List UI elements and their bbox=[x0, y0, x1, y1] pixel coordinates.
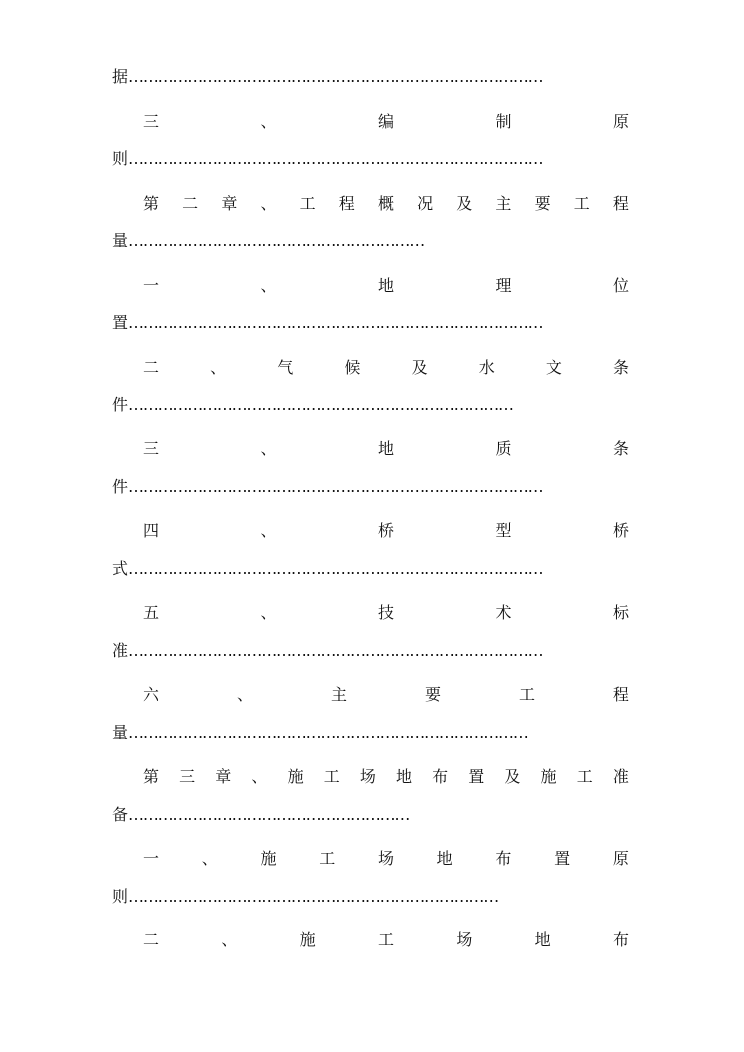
toc-leader-line bbox=[112, 393, 513, 417]
toc-end-char: 式 bbox=[112, 559, 129, 578]
toc-leader-line bbox=[112, 803, 409, 827]
heading-char: 程 bbox=[612, 194, 629, 213]
heading-char: 二 bbox=[182, 194, 199, 213]
heading-char: 制 bbox=[495, 112, 512, 131]
heading-char: 、 bbox=[260, 439, 277, 458]
heading-char: 概 bbox=[377, 194, 394, 213]
toc-heading-line bbox=[143, 765, 629, 789]
heading-char: 水 bbox=[478, 358, 495, 377]
heading-char: 程 bbox=[338, 194, 355, 213]
heading-char: 工 bbox=[377, 930, 394, 949]
heading-char: 主 bbox=[495, 194, 512, 213]
heading-char: 、 bbox=[210, 358, 227, 377]
toc-dot-leader: ………………………………………………………………………… bbox=[128, 559, 543, 578]
heading-char: 条 bbox=[612, 358, 629, 377]
heading-char: 、 bbox=[221, 930, 238, 949]
heading-char: 四 bbox=[143, 521, 160, 540]
heading-char: 布 bbox=[432, 767, 449, 786]
toc-leader-line bbox=[112, 639, 542, 663]
heading-char: 地 bbox=[395, 767, 412, 786]
toc-heading-line bbox=[143, 601, 629, 625]
heading-char: 原 bbox=[612, 112, 629, 131]
heading-char: 理 bbox=[495, 276, 512, 295]
heading-char: 程 bbox=[612, 685, 629, 704]
toc-end-char: 则 bbox=[112, 149, 129, 168]
heading-char: 准 bbox=[612, 767, 629, 786]
heading-char: 第 bbox=[143, 194, 160, 213]
heading-char: 条 bbox=[612, 439, 629, 458]
toc-leader-line bbox=[112, 557, 542, 581]
toc-dot-leader: ………………………………………………………………………… bbox=[128, 641, 543, 660]
toc-heading-line bbox=[143, 437, 629, 461]
heading-char: 文 bbox=[545, 358, 562, 377]
toc-leader-line bbox=[112, 475, 542, 499]
heading-char: 、 bbox=[260, 603, 277, 622]
heading-char: 、 bbox=[236, 685, 253, 704]
heading-char: 、 bbox=[260, 276, 277, 295]
toc-heading-line bbox=[143, 274, 629, 298]
heading-char: 地 bbox=[436, 849, 453, 868]
heading-char: 施 bbox=[287, 767, 304, 786]
heading-char: 场 bbox=[377, 849, 394, 868]
heading-char: 编 bbox=[377, 112, 394, 131]
toc-leader-line bbox=[112, 721, 528, 745]
toc-heading-line bbox=[143, 519, 629, 543]
toc-end-char: 件 bbox=[112, 477, 129, 496]
heading-char: 、 bbox=[260, 194, 277, 213]
heading-char: 一 bbox=[143, 276, 160, 295]
heading-char: 五 bbox=[143, 603, 160, 622]
heading-char: 要 bbox=[534, 194, 551, 213]
heading-char: 场 bbox=[456, 930, 473, 949]
toc-dot-leader: ………………………………………………………………… bbox=[128, 887, 499, 906]
heading-char: 、 bbox=[251, 767, 268, 786]
heading-char: 三 bbox=[143, 439, 160, 458]
toc-leader-line bbox=[112, 147, 542, 171]
heading-char: 地 bbox=[377, 439, 394, 458]
toc-end-char: 件 bbox=[112, 395, 129, 414]
heading-char: 三 bbox=[179, 767, 196, 786]
heading-char: 地 bbox=[377, 276, 394, 295]
toc-heading-line bbox=[143, 928, 629, 952]
heading-char: 及 bbox=[504, 767, 521, 786]
heading-char: 置 bbox=[468, 767, 485, 786]
heading-char: 质 bbox=[495, 439, 512, 458]
toc-dot-leader: ………………………………………………………………………… bbox=[128, 149, 543, 168]
toc-dot-leader: …………………………………………………………………… bbox=[128, 395, 513, 414]
toc-end-char: 置 bbox=[112, 313, 129, 332]
heading-char: 位 bbox=[612, 276, 629, 295]
heading-char: 三 bbox=[143, 112, 160, 131]
heading-char: 要 bbox=[424, 685, 441, 704]
heading-char: 布 bbox=[612, 930, 629, 949]
toc-dot-leader: ………………………………………………………………………… bbox=[128, 477, 543, 496]
toc-leader-line bbox=[112, 65, 542, 89]
toc-leader-line bbox=[112, 885, 498, 909]
toc-leader-line bbox=[112, 311, 542, 335]
toc-dot-leader: ………………………………………………………………………… bbox=[128, 67, 543, 86]
heading-char: 场 bbox=[359, 767, 376, 786]
heading-char: 工 bbox=[299, 194, 316, 213]
toc-heading-line bbox=[143, 192, 629, 216]
heading-char: 、 bbox=[260, 112, 277, 131]
toc-leader-line bbox=[112, 229, 424, 253]
heading-char: 原 bbox=[612, 849, 629, 868]
heading-char: 况 bbox=[417, 194, 434, 213]
toc-heading-line bbox=[143, 847, 629, 871]
heading-char: 施 bbox=[260, 849, 277, 868]
toc-dot-leader: ………………………………………………………………………… bbox=[128, 313, 543, 332]
heading-char: 二 bbox=[143, 930, 160, 949]
heading-char: 及 bbox=[456, 194, 473, 213]
heading-char: 施 bbox=[299, 930, 316, 949]
toc-end-char: 备 bbox=[112, 805, 129, 824]
heading-char: 桥 bbox=[377, 521, 394, 540]
heading-char: 桥 bbox=[612, 521, 629, 540]
toc-dot-leader: ……………………………………………………………………… bbox=[128, 723, 528, 742]
heading-char: 六 bbox=[143, 685, 160, 704]
toc-end-char: 据 bbox=[112, 67, 129, 86]
toc-dot-leader: …………………………………………………… bbox=[128, 231, 425, 250]
heading-char: 及 bbox=[411, 358, 428, 377]
heading-char: 工 bbox=[573, 194, 590, 213]
heading-char: 候 bbox=[344, 358, 361, 377]
toc-end-char: 量 bbox=[112, 723, 129, 742]
toc-heading-line bbox=[143, 683, 629, 707]
heading-char: 工 bbox=[576, 767, 593, 786]
toc-dot-leader: ………………………………………………… bbox=[128, 805, 410, 824]
heading-char: 主 bbox=[330, 685, 347, 704]
heading-char: 二 bbox=[143, 358, 160, 377]
heading-char: 一 bbox=[143, 849, 160, 868]
heading-char: 技 bbox=[377, 603, 394, 622]
heading-char: 章 bbox=[221, 194, 238, 213]
toc-heading-line bbox=[143, 110, 629, 134]
heading-char: 术 bbox=[495, 603, 512, 622]
heading-char: 施 bbox=[540, 767, 557, 786]
heading-char: 工 bbox=[518, 685, 535, 704]
toc-end-char: 量 bbox=[112, 231, 129, 250]
heading-char: 置 bbox=[554, 849, 571, 868]
heading-char: 工 bbox=[319, 849, 336, 868]
heading-char: 、 bbox=[201, 849, 218, 868]
toc-end-char: 则 bbox=[112, 887, 129, 906]
heading-char: 章 bbox=[215, 767, 232, 786]
heading-char: 气 bbox=[277, 358, 294, 377]
heading-char: 型 bbox=[495, 521, 512, 540]
heading-char: 布 bbox=[495, 849, 512, 868]
heading-char: 地 bbox=[534, 930, 551, 949]
toc-end-char: 准 bbox=[112, 641, 129, 660]
heading-char: 第 bbox=[143, 767, 160, 786]
toc-heading-line bbox=[143, 356, 629, 380]
heading-char: 标 bbox=[612, 603, 629, 622]
heading-char: 工 bbox=[323, 767, 340, 786]
heading-char: 、 bbox=[260, 521, 277, 540]
